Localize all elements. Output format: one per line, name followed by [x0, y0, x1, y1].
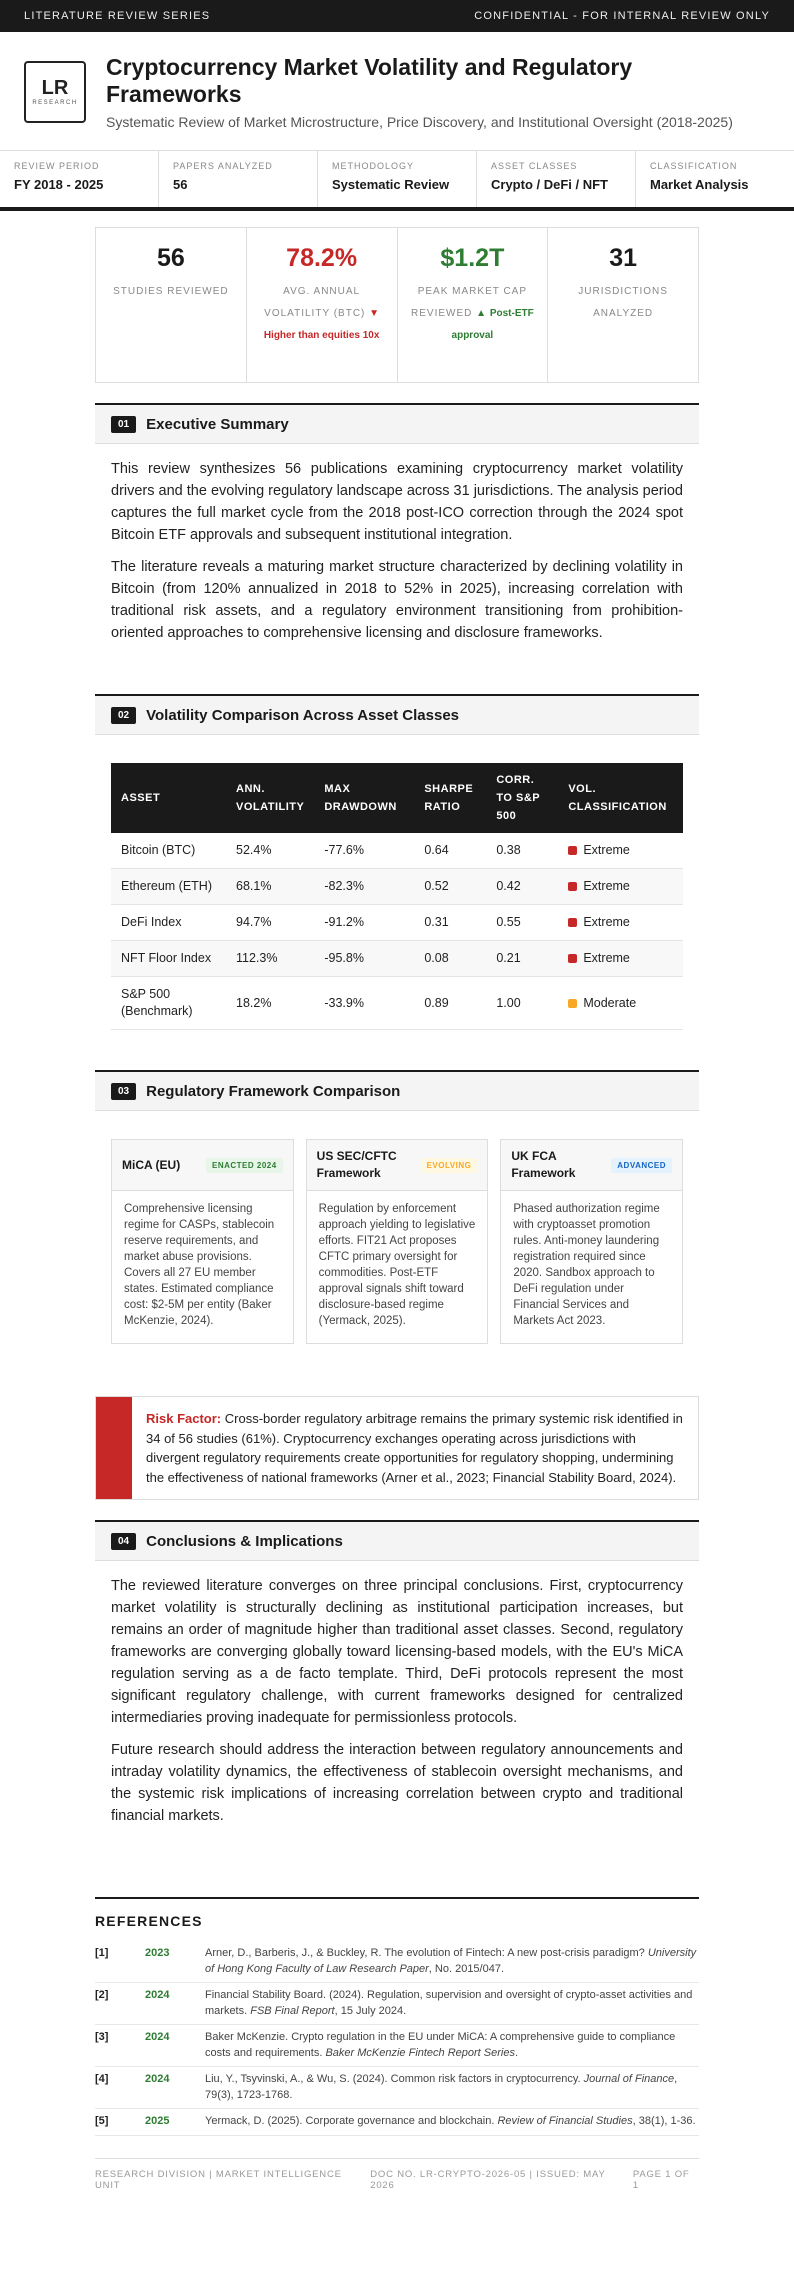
table-row	[111, 977, 683, 1030]
stat-value: $1.2T	[440, 244, 505, 272]
framework-card-mica	[111, 1139, 294, 1344]
asset-cell: NFT Floor Index	[111, 941, 226, 977]
meta-label: REVIEW PERIOD	[14, 161, 100, 171]
sharpe-cell: 0.31	[414, 905, 486, 941]
asset-cell: S&P 500 (Benchmark)	[111, 977, 226, 1030]
reference-number: [1]	[95, 1947, 109, 1959]
document-header	[0, 32, 794, 151]
reference-item	[95, 2025, 699, 2067]
meta-value: FY 2018 - 2025	[14, 177, 104, 192]
reference-number: [2]	[95, 1989, 109, 2001]
reference-text: Yermack, D. (2025). Corporate governance and blockchain. Review of Financial Studies, 38(1), 1-36.	[205, 2115, 696, 2127]
reference-year: 2024	[145, 2073, 170, 2085]
card-title: US SEC/CFTC Framework	[316, 1149, 397, 1180]
document-title: Cryptocurrency Market Volatility and Regulatory Frameworks	[106, 54, 633, 107]
stat-jurisdictions	[548, 228, 698, 382]
correlation-cell: 0.42	[486, 869, 558, 905]
status-badge: ENACTED 2024	[206, 1158, 283, 1173]
stat-value: 31	[609, 244, 638, 272]
classification-cell: Extreme	[558, 833, 683, 869]
column-header: CORR. TO S&P 500	[486, 763, 558, 833]
logo-initials: LR	[41, 77, 69, 99]
volatility-cell: 94.7%	[226, 905, 314, 941]
card-title: UK FCA Framework	[511, 1149, 576, 1180]
stat-market-cap	[398, 228, 549, 382]
framework-cards	[111, 1139, 683, 1344]
paragraph: The reviewed literature converges on three principal conclusions. First, cryptocurrency market volatility is structurally declining as institutional participation increases, but remains an order of magnitude higher than traditional asset classes. Second, regulatory frameworks are converging globally toward licensing-based models, with the EU's MiCA regulation serving as a de facto template. Third, DeFi protocols represent the most significant regulatory challenge, with current frameworks designed for centralized intermediaries proving inadequate for permissionless protocols.	[111, 1578, 683, 1726]
page-footer	[95, 2158, 699, 2191]
table-header-row	[111, 763, 683, 833]
risk-label: Risk Factor:	[146, 1411, 222, 1426]
volatility-cell: 68.1%	[226, 869, 314, 905]
logo	[24, 61, 86, 123]
card-header	[307, 1140, 488, 1191]
paragraph: The literature reveals a maturing market structure characterized by declining volatility in Bitcoin (from 120% annualized in 2018 to 52% in 2025), increasing correlation with traditional risk assets, and a regulatory environment transitioning from prohibition-oriented approaches to comprehensive licensing and disclosure frameworks.	[111, 559, 683, 641]
card-header	[501, 1140, 682, 1191]
volatility-section	[95, 735, 699, 1050]
reference-item	[95, 1941, 699, 1983]
footer-division: RESEARCH DIVISION | MARKET INTELLIGENCE UNIT	[95, 2168, 342, 2191]
sharpe-cell: 0.89	[414, 977, 486, 1030]
framework-card-us	[306, 1139, 489, 1344]
card-title: MiCA (EU)	[122, 1157, 181, 1172]
reference-item	[95, 1983, 699, 2025]
stat-volatility	[247, 228, 398, 382]
reference-text: Baker McKenzie. Crypto regulation in the EU under MiCA: A comprehensive guide to compliance costs and requirements. Baker McKenzie Fintech Report Series.	[205, 2031, 676, 2059]
section-number: 01	[111, 416, 136, 433]
classification-cell: Moderate	[558, 977, 683, 1030]
key-stats	[95, 227, 699, 383]
down-arrow-icon: ▼	[369, 308, 380, 319]
section-title: Conclusions & Implications	[146, 1532, 343, 1550]
executive-summary	[95, 444, 699, 674]
table-row	[111, 905, 683, 941]
status-badge: EVOLVING	[421, 1158, 478, 1173]
series-label: LITERATURE REVIEW SERIES	[24, 10, 211, 22]
meta-label: PAPERS ANALYZED	[173, 161, 273, 171]
column-header: SHARPE RATIO	[414, 763, 486, 833]
section-number: 04	[111, 1533, 136, 1550]
column-header: ANN. VOLATILITY	[226, 763, 314, 833]
references	[95, 1897, 699, 2136]
section-title: Volatility Comparison Across Asset Classes	[146, 706, 460, 724]
meta-value: 56	[173, 177, 188, 192]
section-header-regulatory	[95, 1070, 699, 1111]
reference-number: [3]	[95, 2031, 109, 2043]
reference-text: Liu, Y., Tsyvinski, A., & Wu, S. (2024). Common risk factors in cryptocurrency. Journal of Finance, 79(3), 1723-1768.	[205, 2073, 678, 2101]
risk-callout	[95, 1396, 699, 1500]
status-indicator-icon	[568, 954, 577, 963]
stat-studies	[96, 228, 247, 382]
reference-year: 2023	[145, 1947, 170, 1959]
top-bar	[0, 0, 794, 32]
correlation-cell: 0.21	[486, 941, 558, 977]
correlation-cell: 0.38	[486, 833, 558, 869]
asset-cell: Ethereum (ETH)	[111, 869, 226, 905]
correlation-cell: 1.00	[486, 977, 558, 1030]
reference-number: [5]	[95, 2115, 109, 2127]
table-row	[111, 833, 683, 869]
reference-year: 2024	[145, 1989, 170, 2001]
meta-value: Market Analysis	[650, 177, 749, 192]
volatility-table	[111, 763, 683, 1030]
risk-text: Risk Factor: Cross-border regulatory arbitrage remains the primary systemic risk identified in 34 of 56 studies (61%). Cryptocurrency exchanges operating across jurisdictions with divergent regulatory requirements create opportunities for regulatory shopping, undermining the effectiveness of national frameworks (Arner et al., 2023; Financial Stability Board, 2024).	[146, 1411, 683, 1485]
meta-label: ASSET CLASSES	[491, 161, 578, 171]
volatility-cell: 18.2%	[226, 977, 314, 1030]
correlation-cell: 0.55	[486, 905, 558, 941]
logo-subtitle: RESEARCH	[32, 100, 78, 106]
card-body: Comprehensive licensing regime for CASPs, stablecoin reserve requirements, and market abuse provisions. Covers all 27 EU member states. Estimated compliance cost: $2-5M per entity (Baker McKenzie, 2024).	[124, 1203, 275, 1327]
table-row	[111, 941, 683, 977]
drawdown-cell: -77.6%	[314, 833, 414, 869]
meta-value: Crypto / DeFi / NFT	[491, 177, 608, 192]
reference-year: 2024	[145, 2031, 170, 2043]
stat-label: PEAK MARKET CAP REVIEWED ▲ Post-ETF approval	[411, 286, 534, 341]
column-header: VOL. CLASSIFICATION	[558, 763, 683, 833]
status-indicator-icon	[568, 846, 577, 855]
meta-review-period	[0, 151, 159, 207]
classification-cell: Extreme	[558, 905, 683, 941]
asset-cell: Bitcoin (BTC)	[111, 833, 226, 869]
confidentiality-label: CONFIDENTIAL - FOR INTERNAL REVIEW ONLY	[474, 10, 770, 22]
reference-number: [4]	[95, 2073, 109, 2085]
up-arrow-icon: ▲	[476, 308, 487, 319]
document-subtitle: Systematic Review of Market Microstructure, Price Discovery, and Institutional Oversight (2018-2025)	[106, 114, 733, 130]
sharpe-cell: 0.08	[414, 941, 486, 977]
stat-note: Post-ETF approval	[451, 308, 534, 341]
classification-cell: Extreme	[558, 941, 683, 977]
stat-label: STUDIES REVIEWED	[113, 286, 229, 297]
reference-text: Financial Stability Board. (2024). Regulation, supervision and oversight of crypto-asset activities and markets. FSB Final Report, 15 July 2024.	[205, 1989, 693, 2017]
meta-asset-classes	[477, 151, 636, 207]
reference-text: Arner, D., Barberis, J., & Buckley, R. The evolution of Fintech: A new post-crisis paradigm? University of Hong Kong Faculty of Law Research Paper, No. 2015/047.	[205, 1947, 697, 1975]
paragraph: Future research should address the interaction between regulatory announcements and intraday volatility dynamics, the effectiveness of stablecoin oversight mechanisms, and the systemic risk implications of increasing correlation between crypto and traditional financial markets.	[111, 1742, 683, 1824]
section-title: Executive Summary	[146, 415, 289, 433]
column-header: ASSET	[111, 763, 226, 833]
card-body: Phased authorization regime with cryptoasset promotion rules. Anti-money laundering registration required since 2020. Sandbox approach to DeFi regulation under Financial Services and Markets Act 2023.	[513, 1203, 660, 1327]
meta-methodology	[318, 151, 477, 207]
status-badge: ADVANCED	[611, 1158, 672, 1173]
section-number: 03	[111, 1083, 136, 1100]
stat-label: AVG. ANNUAL VOLATILITY (BTC) ▼ Higher than equities 10x	[263, 286, 380, 341]
drawdown-cell: -33.9%	[314, 977, 414, 1030]
meta-value: Systematic Review	[332, 177, 450, 192]
sharpe-cell: 0.64	[414, 833, 486, 869]
status-indicator-icon	[568, 882, 577, 891]
drawdown-cell: -95.8%	[314, 941, 414, 977]
asset-cell: DeFi Index	[111, 905, 226, 941]
status-indicator-icon	[568, 918, 577, 927]
drawdown-cell: -82.3%	[314, 869, 414, 905]
volatility-cell: 112.3%	[226, 941, 314, 977]
status-indicator-icon	[568, 999, 577, 1008]
footer-doc-number: DOC NO. LR-CRYPTO-2026-05 | ISSUED: MAY 2026	[370, 2168, 606, 2191]
reference-year: 2025	[145, 2115, 170, 2127]
risk-accent-bar	[96, 1397, 132, 1499]
card-body: Regulation by enforcement approach yielding to legislative efforts. FIT21 Act proposes CFTC primary oversight for commodities. Post-ETF approval signals shift toward disclosure-based regime (Yermack, 2025).	[318, 1203, 476, 1327]
card-header	[112, 1140, 293, 1191]
stat-label: JURISDICTIONS ANALYZED	[578, 286, 668, 319]
reference-item	[95, 2067, 699, 2109]
paragraph: This review synthesizes 56 publications examining cryptocurrency market volatility drivers and the evolving regulatory landscape across 31 jurisdictions. The analysis period captures the full market cycle from the 2018 post-ICO correction through the 2024 spot Bitcoin ETF approvals and subsequent institutional integration.	[111, 461, 683, 543]
table-row	[111, 869, 683, 905]
column-header: MAX DRAWDOWN	[314, 763, 414, 833]
meta-classification	[636, 151, 794, 207]
section-header-executive-summary	[95, 403, 699, 444]
conclusions	[95, 1561, 699, 1857]
section-header-volatility	[95, 694, 699, 735]
regulatory-section	[95, 1111, 699, 1364]
metadata-row	[0, 151, 794, 211]
classification-cell: Extreme	[558, 869, 683, 905]
section-title: Regulatory Framework Comparison	[146, 1082, 401, 1100]
reference-item	[95, 2109, 699, 2136]
meta-label: METHODOLOGY	[332, 161, 415, 171]
stat-value: 78.2%	[286, 244, 358, 272]
volatility-cell: 52.4%	[226, 833, 314, 869]
section-number: 02	[111, 707, 136, 724]
stat-note: Higher than equities 10x	[263, 330, 380, 341]
meta-papers-analyzed	[159, 151, 318, 207]
references-title: REFERENCES	[95, 1913, 203, 1929]
framework-card-uk	[500, 1139, 683, 1344]
stat-value: 56	[156, 244, 185, 272]
footer-page: PAGE 1 OF 1	[632, 2168, 690, 2191]
sharpe-cell: 0.52	[414, 869, 486, 905]
main-content	[95, 227, 699, 2191]
meta-label: CLASSIFICATION	[650, 161, 738, 171]
drawdown-cell: -91.2%	[314, 905, 414, 941]
section-header-conclusions	[95, 1520, 699, 1561]
